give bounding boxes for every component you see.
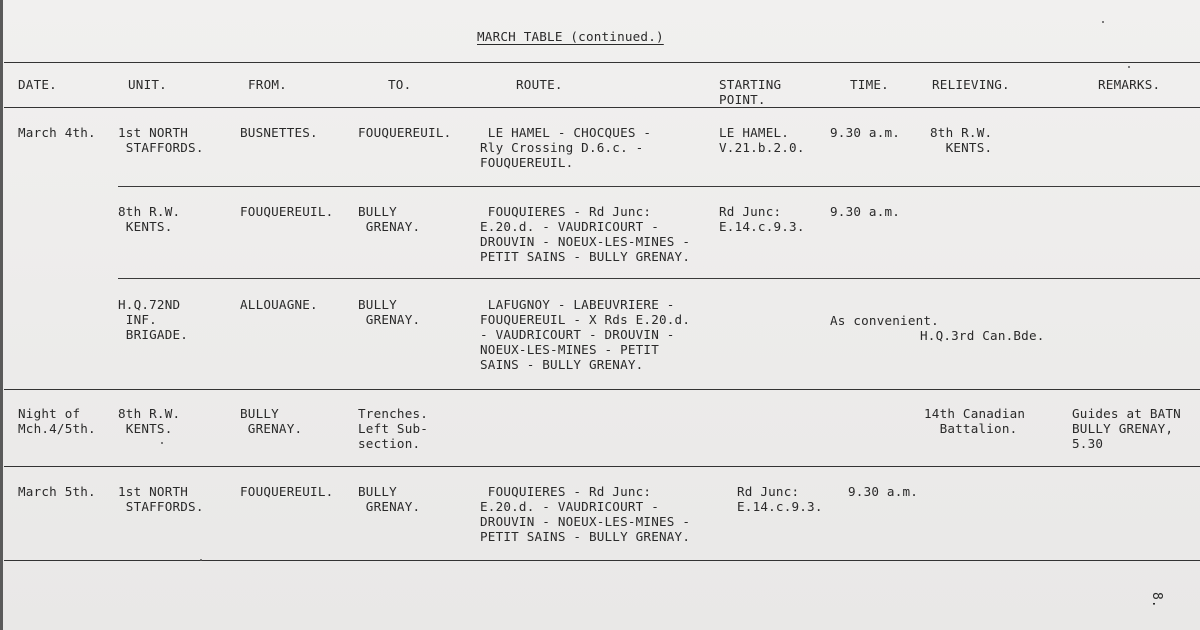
row4-divider — [4, 466, 1200, 467]
header-from: FROM. — [248, 77, 287, 92]
document-title: MARCH TABLE (continued.) — [477, 29, 664, 44]
row2-to: BULLY GRENAY. — [358, 204, 421, 234]
row1-to: FOUQUEREUIL. — [358, 125, 452, 140]
row4-unit: 8th R.W. KENTS. — [118, 406, 181, 436]
row3-route: LAFUGNOY - LABEUVRIERE - FOUQUEREUIL - X Rds E.20.d. - VAUDRICOURT - DROUVIN - NOEUX-LES-MINES - PETIT SAINS - BULLY GRENAY. — [480, 297, 691, 372]
table-bottom-rule — [4, 560, 1200, 561]
header-relieving: RELIEVING. — [932, 77, 1010, 92]
header-top-rule — [4, 62, 1200, 63]
header-bottom-rule — [4, 107, 1200, 108]
row4-date: Night of Mch.4/5th. — [18, 406, 96, 436]
row5-route: FOUQUIERES - Rd Junc: E.20.d. - VAUDRICOURT - DROUVIN - NOEUX-LES-MINES - PETIT SAINS - BULLY GRENAY. — [480, 484, 691, 544]
row5-to: BULLY GRENAY. — [358, 484, 421, 514]
row5-starting-point: Rd Junc: E.14.c.9.3. — [737, 484, 823, 514]
row3-time: As convenient. — [830, 313, 939, 328]
header-time: TIME. — [850, 77, 889, 92]
row2-route: FOUQUIERES - Rd Junc: E.20.d. - VAUDRICOURT - DROUVIN - NOEUX-LES-MINES - PETIT SAINS - BULLY GRENAY. — [480, 204, 691, 264]
row2-starting-point: Rd Junc: E.14.c.9.3. — [719, 204, 805, 234]
row1-relieving: 8th R.W. KENTS. — [930, 125, 993, 155]
row2-from: FOUQUEREUIL. — [240, 204, 334, 219]
row2-divider — [118, 278, 1200, 279]
row3-from: ALLOUAGNE. — [240, 297, 318, 312]
ink-speck — [1102, 21, 1104, 23]
ink-speck — [200, 559, 202, 561]
row1-divider — [118, 186, 1200, 187]
header-unit: UNIT. — [128, 77, 167, 92]
header-remarks: REMARKS. — [1098, 77, 1161, 92]
row3-divider — [4, 389, 1200, 390]
row5-unit: 1st NORTH STAFFORDS. — [118, 484, 204, 514]
row5-date: March 5th. — [18, 484, 96, 499]
row5-from: FOUQUEREUIL. — [240, 484, 334, 499]
row4-to: Trenches. Left Sub- section. — [358, 406, 429, 451]
row4-relieving: 14th Canadian Battalion. — [924, 406, 1026, 436]
row4-remarks: Guides at BATN BULLY GRENAY, 5.30 — [1072, 406, 1181, 451]
row2-unit: 8th R.W. KENTS. — [118, 204, 181, 234]
row1-from: BUSNETTES. — [240, 125, 318, 140]
header-route: ROUTE. — [516, 77, 563, 92]
row1-unit: 1st NORTH STAFFORDS. — [118, 125, 204, 155]
row1-starting-point: LE HAMEL. V.21.b.2.0. — [719, 125, 805, 155]
ink-speck — [161, 442, 163, 444]
header-starting-point: STARTING POINT. — [719, 77, 782, 107]
row5-time: 9.30 a.m. — [848, 484, 919, 499]
ink-speck — [1128, 66, 1130, 68]
page-edge — [0, 0, 3, 630]
row2-time: 9.30 a.m. — [830, 204, 901, 219]
page-number: 8. — [1149, 592, 1164, 608]
header-date: DATE. — [18, 77, 57, 92]
row1-time: 9.30 a.m. — [830, 125, 901, 140]
header-to: TO. — [388, 77, 412, 92]
row1-date: March 4th. — [18, 125, 96, 140]
row3-relieving: H.Q.3rd Can.Bde. — [920, 328, 1045, 343]
row1-route: LE HAMEL - CHOCQUES - Rly Crossing D.6.c. - FOUQUEREUIL. — [480, 125, 652, 170]
row4-from: BULLY GRENAY. — [240, 406, 303, 436]
row3-to: BULLY GRENAY. — [358, 297, 421, 327]
row3-unit: H.Q.72ND INF. BRIGADE. — [118, 297, 189, 342]
